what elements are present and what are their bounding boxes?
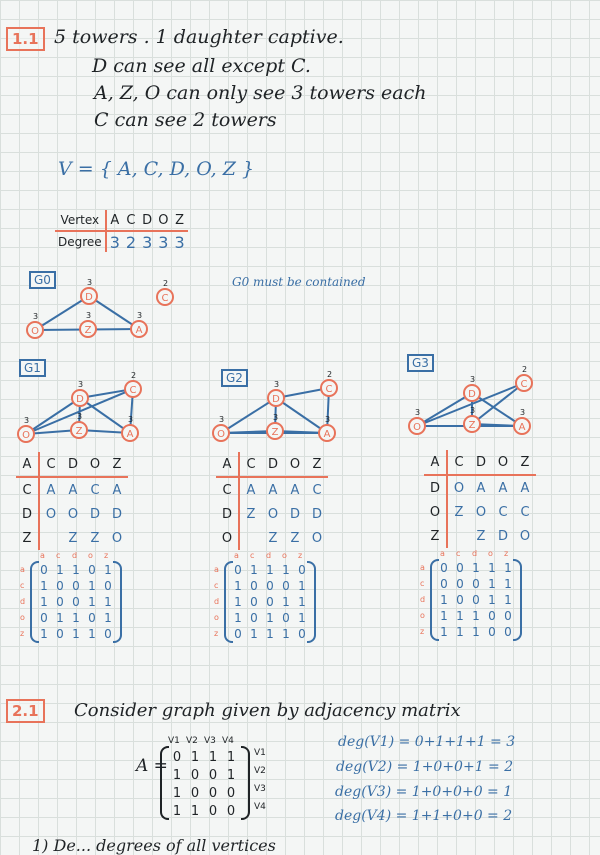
matrix-cell: 1	[72, 611, 80, 625]
neighbor-table-cell: Z	[306, 452, 328, 477]
matrix-cell: 1	[282, 563, 290, 577]
graph-node-label: A	[518, 422, 526, 433]
neighbor-table-cell: Z	[454, 504, 464, 520]
matrix-cell: 0	[208, 785, 218, 801]
problem-line-2: D can see all except C.	[92, 55, 311, 77]
degree-table-vertex: Z	[175, 212, 185, 228]
matrix-cell: 0	[234, 627, 242, 641]
matrix-row-label: V4	[254, 802, 266, 812]
graph-node-label: D	[468, 389, 476, 400]
neighbor-table	[424, 450, 536, 548]
matrix-cell: 0	[456, 561, 464, 575]
bottom-line-fragment: 1) De... degrees of all vertices	[32, 836, 276, 855]
neighbor-table-cell: C	[520, 504, 530, 520]
degree-table-degree: 3	[142, 232, 153, 252]
matrix-col-label: V4	[222, 736, 234, 746]
neighbor-table-cell: C	[447, 450, 470, 475]
graph-node-label: D	[85, 292, 93, 303]
neighbor-table-cell: C	[90, 482, 100, 498]
matrix-cell: 1	[190, 803, 200, 819]
matrix-cell: 1	[40, 579, 48, 593]
neighbor-table-cell: Z	[268, 530, 278, 546]
matrix-cell: 1	[488, 577, 496, 591]
matrix-cell: 1	[504, 593, 512, 607]
graph-node-label: O	[413, 422, 421, 433]
graph-node-label: D	[272, 394, 280, 405]
degree-line-4: deg(V4) = 1+1+0+0 = 2	[335, 808, 513, 824]
neighbor-table-cell: A	[520, 480, 530, 496]
graph-node-degree: 3	[86, 311, 92, 320]
graph-label-g3: G3	[407, 354, 434, 372]
matrix-cell: 0	[440, 561, 448, 575]
matrix-row-label: V1	[254, 748, 266, 758]
matrix-cell: 1	[266, 627, 274, 641]
neighbor-table-cell: Z	[90, 530, 100, 546]
graph-node-degree: 2	[522, 365, 528, 374]
matrix-cell: 1	[88, 627, 96, 641]
neighbor-table	[16, 452, 128, 550]
matrix-cell: 1	[56, 563, 64, 577]
matrix-cell: 1	[226, 749, 236, 765]
graph-node-degree: 3	[78, 380, 84, 389]
matrix-cell: 0	[226, 803, 236, 819]
matrix-cell: 0	[282, 579, 290, 593]
graph-label-g0: G0	[29, 271, 56, 289]
matrix-cell: 0	[488, 609, 496, 623]
neighbor-table-cell: D	[470, 450, 492, 475]
neighbor-table-cell: O	[453, 480, 465, 496]
matrix-cell: 1	[488, 593, 496, 607]
matrix-cell: 0	[456, 593, 464, 607]
matrix-col-label: c	[56, 551, 61, 560]
graph-node-degree: 3	[87, 278, 93, 287]
matrix-cell: 0	[250, 611, 258, 625]
neighbor-table-cell	[447, 524, 470, 548]
matrix-cell: 1	[440, 625, 448, 639]
graph-node-label: D	[76, 394, 84, 405]
matrix-row-label: z	[420, 627, 425, 636]
neighbor-table-cell: O	[519, 528, 531, 544]
matrix-cell: 0	[456, 577, 464, 591]
neighbor-table-cell	[239, 526, 262, 550]
matrix-col-label: o	[282, 551, 287, 560]
neighbor-table-cell: D	[289, 506, 300, 522]
matrix-cell: 1	[208, 749, 218, 765]
graph-node-label: A	[135, 325, 143, 336]
neighbor-table-cell: D	[111, 506, 122, 522]
graph-node-degree: 2	[131, 371, 137, 380]
neighbor-table-cell: C	[498, 504, 508, 520]
matrix-cell: 1	[298, 579, 306, 593]
graph-node-degree: 3	[325, 415, 331, 424]
graph-node-degree: 3	[219, 415, 225, 424]
matrix-cell: 1	[488, 561, 496, 575]
neighbor-table-cell: O	[111, 530, 123, 546]
graph-label-g2: G2	[221, 369, 248, 387]
matrix-row-label: c	[214, 581, 219, 590]
graph-node-label: A	[126, 429, 134, 440]
matrix-cell: 0	[226, 785, 236, 801]
neighbor-table-cell: O	[67, 506, 79, 522]
neighbor-table-cell: O	[475, 504, 487, 520]
matrix-cell: 1	[440, 609, 448, 623]
matrix-row-label: d	[214, 597, 220, 606]
graph-node-label: Z	[75, 426, 83, 437]
matrix-cell: 0	[72, 579, 80, 593]
matrix-col-label: a	[440, 549, 445, 558]
graph-node-degree: 3	[33, 312, 39, 321]
neighbor-table-cell: A	[246, 482, 256, 498]
matrix-cell: 0	[504, 609, 512, 623]
graph-node-label: O	[22, 430, 30, 441]
neighbor-table-cell: A	[216, 452, 239, 477]
matrix-cell: 1	[456, 609, 464, 623]
matrix-col-label: c	[250, 551, 255, 560]
matrix-col-label: z	[104, 551, 109, 560]
degree-table-vertex-label: Vertex	[55, 210, 106, 231]
neighbor-table-cell: Z	[514, 450, 536, 475]
matrix-cell: 1	[88, 579, 96, 593]
matrix-cell: 1	[56, 611, 64, 625]
graph-node-degree: 2	[327, 370, 333, 379]
neighbor-table-cell: D	[424, 475, 447, 500]
matrix-cell: 0	[40, 563, 48, 577]
matrix-cell: 1	[282, 627, 290, 641]
degree-table-vertex: A	[110, 212, 120, 228]
degree-line-2: deg(V2) = 1+0+0+1 = 2	[336, 759, 514, 775]
neighbor-table-cell: O	[424, 500, 447, 524]
neighbor-table-cell: C	[216, 477, 239, 502]
matrix-cell: 1	[250, 627, 258, 641]
neighbor-table-cell: O	[284, 452, 306, 477]
neighbor-table-cell: C	[312, 482, 322, 498]
matrix-cell: 0	[472, 593, 480, 607]
matrix-row-label: z	[214, 629, 219, 638]
neighbor-table-cell: Z	[16, 526, 39, 550]
matrix-cell: 0	[234, 563, 242, 577]
graph-node-degree: 3	[520, 408, 526, 417]
matrix-cell: 0	[298, 627, 306, 641]
matrix-col-label: V1	[168, 736, 180, 746]
matrix-col-label: d	[266, 551, 272, 560]
matrix-col-label: d	[472, 549, 478, 558]
neighbor-table-cell: Z	[246, 506, 256, 522]
matrix-col-label: V2	[186, 736, 198, 746]
matrix-row-label: o	[420, 611, 425, 620]
neighbor-table-cell: Z	[106, 452, 128, 477]
graph-node-degree: 3	[24, 416, 30, 425]
matrix-cell: 1	[298, 611, 306, 625]
neighbor-table-cell: D	[89, 506, 100, 522]
graph-edge	[276, 398, 327, 433]
matrix-cell: 0	[488, 625, 496, 639]
matrix-cell: 1	[504, 577, 512, 591]
matrix-cell: 1	[190, 749, 200, 765]
matrix-cell: 0	[250, 595, 258, 609]
graph-node-label: Z	[271, 427, 279, 438]
matrix-cell: 1	[226, 767, 236, 783]
section-tag-1-1: 1.1	[6, 27, 45, 51]
matrix-bracket-right	[241, 746, 250, 820]
adjacency-matrix-a	[160, 746, 250, 820]
matrix-cell: 0	[88, 563, 96, 577]
graph-label-g1: G1	[19, 359, 46, 377]
graph-node-label: C	[520, 379, 528, 390]
neighbor-table	[216, 452, 328, 550]
graph-node-degree: 2	[163, 279, 169, 288]
graph-node-label: C	[129, 385, 137, 396]
matrix-cell: 0	[72, 595, 80, 609]
neighbor-table-cell: Z	[290, 530, 300, 546]
matrix-cell: 0	[56, 627, 64, 641]
degree-table-degree: 3	[174, 232, 185, 252]
neighbor-table-cell: O	[311, 530, 323, 546]
matrix-col-label: z	[298, 551, 303, 560]
matrix-cell: 0	[250, 579, 258, 593]
matrix-cell: 1	[172, 767, 182, 783]
matrix-cell: 1	[40, 627, 48, 641]
neighbor-table-cell: O	[84, 452, 106, 477]
section-2-1-heading: Consider graph given by adjacency matrix	[74, 700, 461, 721]
matrix-row-label: a	[420, 563, 425, 572]
matrix-cell: 0	[40, 611, 48, 625]
adjacency-matrix	[224, 561, 316, 643]
matrix-cell: 1	[504, 561, 512, 575]
matrix-name: A =	[136, 756, 168, 776]
vertex-set: V = { A, C, D, O, Z }	[58, 158, 255, 180]
matrix-cell: 0	[266, 579, 274, 593]
matrix-cell: 1	[104, 595, 112, 609]
matrix-cell: 1	[104, 563, 112, 577]
matrix-col-label: d	[72, 551, 78, 560]
matrix-cell: 1	[472, 625, 480, 639]
matrix-cell: 1	[234, 579, 242, 593]
matrix-cell: 1	[472, 561, 480, 575]
graph-node-degree: 3	[77, 412, 83, 421]
matrix-cell: 1	[172, 785, 182, 801]
matrix-col-label: a	[234, 551, 239, 560]
section-tag-2-1: 2.1	[6, 699, 45, 723]
degree-table-degree: 3	[109, 232, 120, 252]
matrix-cell: 0	[104, 627, 112, 641]
neighbor-table-cell: O	[45, 506, 57, 522]
degree-line-3: deg(V3) = 1+0+0+0 = 1	[335, 784, 513, 800]
matrix-row-label: a	[214, 565, 219, 574]
neighbor-table-cell: A	[16, 452, 39, 477]
graph-node-degree: 3	[273, 413, 279, 422]
matrix-cell: 1	[472, 609, 480, 623]
matrix-row-label: c	[20, 581, 25, 590]
neighbor-table-cell: A	[290, 482, 300, 498]
neighbor-table-cell: A	[46, 482, 56, 498]
matrix-row-label: d	[20, 597, 26, 606]
matrix-cell: 1	[282, 595, 290, 609]
neighbor-table-cell: D	[497, 528, 508, 544]
graph-node-degree: 3	[128, 415, 134, 424]
matrix-cell: 1	[266, 563, 274, 577]
graph-node-label: C	[325, 384, 333, 395]
matrix-cell: 1	[298, 595, 306, 609]
degree-table-degree-label: Degree	[55, 231, 106, 252]
matrix-cell: 0	[56, 595, 64, 609]
matrix-cell: 0	[190, 767, 200, 783]
matrix-cell: 1	[40, 595, 48, 609]
neighbor-table-cell: C	[239, 452, 262, 477]
graph-node-degree: 3	[415, 408, 421, 417]
graph-node-label: Z	[468, 420, 476, 431]
matrix-cell: 1	[88, 595, 96, 609]
neighbor-table-cell: D	[216, 502, 239, 526]
matrix-row-label: o	[20, 613, 25, 622]
matrix-col-label: c	[456, 549, 461, 558]
matrix-cell: 0	[104, 579, 112, 593]
matrix-cell: 0	[208, 767, 218, 783]
neighbor-table-cell	[39, 526, 62, 550]
problem-line-3: A, Z, O can only see 3 towers each	[94, 82, 427, 104]
graph-node-degree: 3	[470, 406, 476, 415]
matrix-cell: 1	[72, 627, 80, 641]
neighbor-table-cell: D	[311, 506, 322, 522]
matrix-cell: 0	[56, 579, 64, 593]
matrix-cell: 1	[456, 625, 464, 639]
problem-line-1: 5 towers . 1 daughter captive.	[54, 26, 344, 48]
matrix-cell: 0	[88, 611, 96, 625]
matrix-row-label: a	[20, 565, 25, 574]
neighbor-table-cell: A	[424, 450, 447, 475]
matrix-cell: 0	[208, 803, 218, 819]
adjacency-matrix	[430, 559, 522, 641]
matrix-col-label: o	[88, 551, 93, 560]
graph-node-degree: 3	[274, 380, 280, 389]
matrix-cell: 0	[282, 611, 290, 625]
degree-table-vertex: C	[126, 212, 136, 228]
degree-table-vertex: O	[158, 212, 169, 228]
graph-node-degree: 3	[470, 375, 476, 384]
neighbor-table-cell: D	[262, 452, 284, 477]
adjacency-matrix	[30, 561, 122, 643]
degree-table-degree: 2	[125, 232, 137, 252]
graph-node-label: C	[161, 293, 169, 304]
neighbor-table-cell: O	[267, 506, 279, 522]
degree-table-degree: 3	[158, 232, 169, 252]
matrix-cell: 0	[266, 595, 274, 609]
degree-table-vertex: D	[142, 212, 153, 228]
matrix-cell: 1	[234, 611, 242, 625]
matrix-col-label: V3	[204, 736, 216, 746]
matrix-cell: 0	[440, 577, 448, 591]
matrix-row-label: V3	[254, 784, 266, 794]
matrix-cell: 1	[104, 611, 112, 625]
matrix-row-label: V2	[254, 766, 266, 776]
matrix-cell: 1	[250, 563, 258, 577]
matrix-cell: 0	[172, 749, 182, 765]
neighbor-table-cell: C	[16, 477, 39, 502]
neighbor-table-cell: A	[68, 482, 78, 498]
graph-node-label: O	[217, 429, 225, 440]
matrix-cell: 0	[298, 563, 306, 577]
matrix-row-label: z	[20, 629, 25, 638]
neighbor-table-cell: A	[112, 482, 122, 498]
matrix-cell: 1	[72, 563, 80, 577]
neighbor-table-cell: D	[16, 502, 39, 526]
degree-line-1: deg(V1) = 0+1+1+1 = 3	[338, 734, 516, 750]
problem-line-4: C can see 2 towers	[94, 109, 277, 131]
neighbor-table-cell: O	[492, 450, 514, 475]
matrix-cell: 1	[234, 595, 242, 609]
matrix-col-label: o	[488, 549, 493, 558]
matrix-cell: 0	[504, 625, 512, 639]
matrix-cell: 1	[266, 611, 274, 625]
matrix-cell: 0	[190, 785, 200, 801]
neighbor-table-cell: A	[498, 480, 508, 496]
matrix-row-label: c	[420, 579, 425, 588]
neighbor-table-cell: A	[268, 482, 278, 498]
neighbor-table-cell: Z	[476, 528, 486, 544]
g0-note: G0 must be contained	[232, 275, 366, 289]
matrix-col-label: a	[40, 551, 45, 560]
neighbor-table-cell: O	[216, 526, 239, 550]
graph-node-label: O	[31, 326, 39, 337]
matrix-row-label: d	[420, 595, 426, 604]
matrix-cell: 0	[472, 577, 480, 591]
graph-node-degree: 3	[137, 311, 143, 320]
neighbor-table-cell: A	[476, 480, 486, 496]
matrix-cell: 1	[172, 803, 182, 819]
neighbor-table-cell: Z	[68, 530, 78, 546]
matrix-cell: 1	[440, 593, 448, 607]
neighbor-table-cell: C	[39, 452, 62, 477]
graph-node-label: Z	[84, 325, 92, 336]
matrix-row-label: o	[214, 613, 219, 622]
neighbor-table-cell: Z	[424, 524, 447, 548]
matrix-col-label: z	[504, 549, 509, 558]
graph-node-label: A	[323, 429, 331, 440]
neighbor-table-cell: D	[62, 452, 84, 477]
